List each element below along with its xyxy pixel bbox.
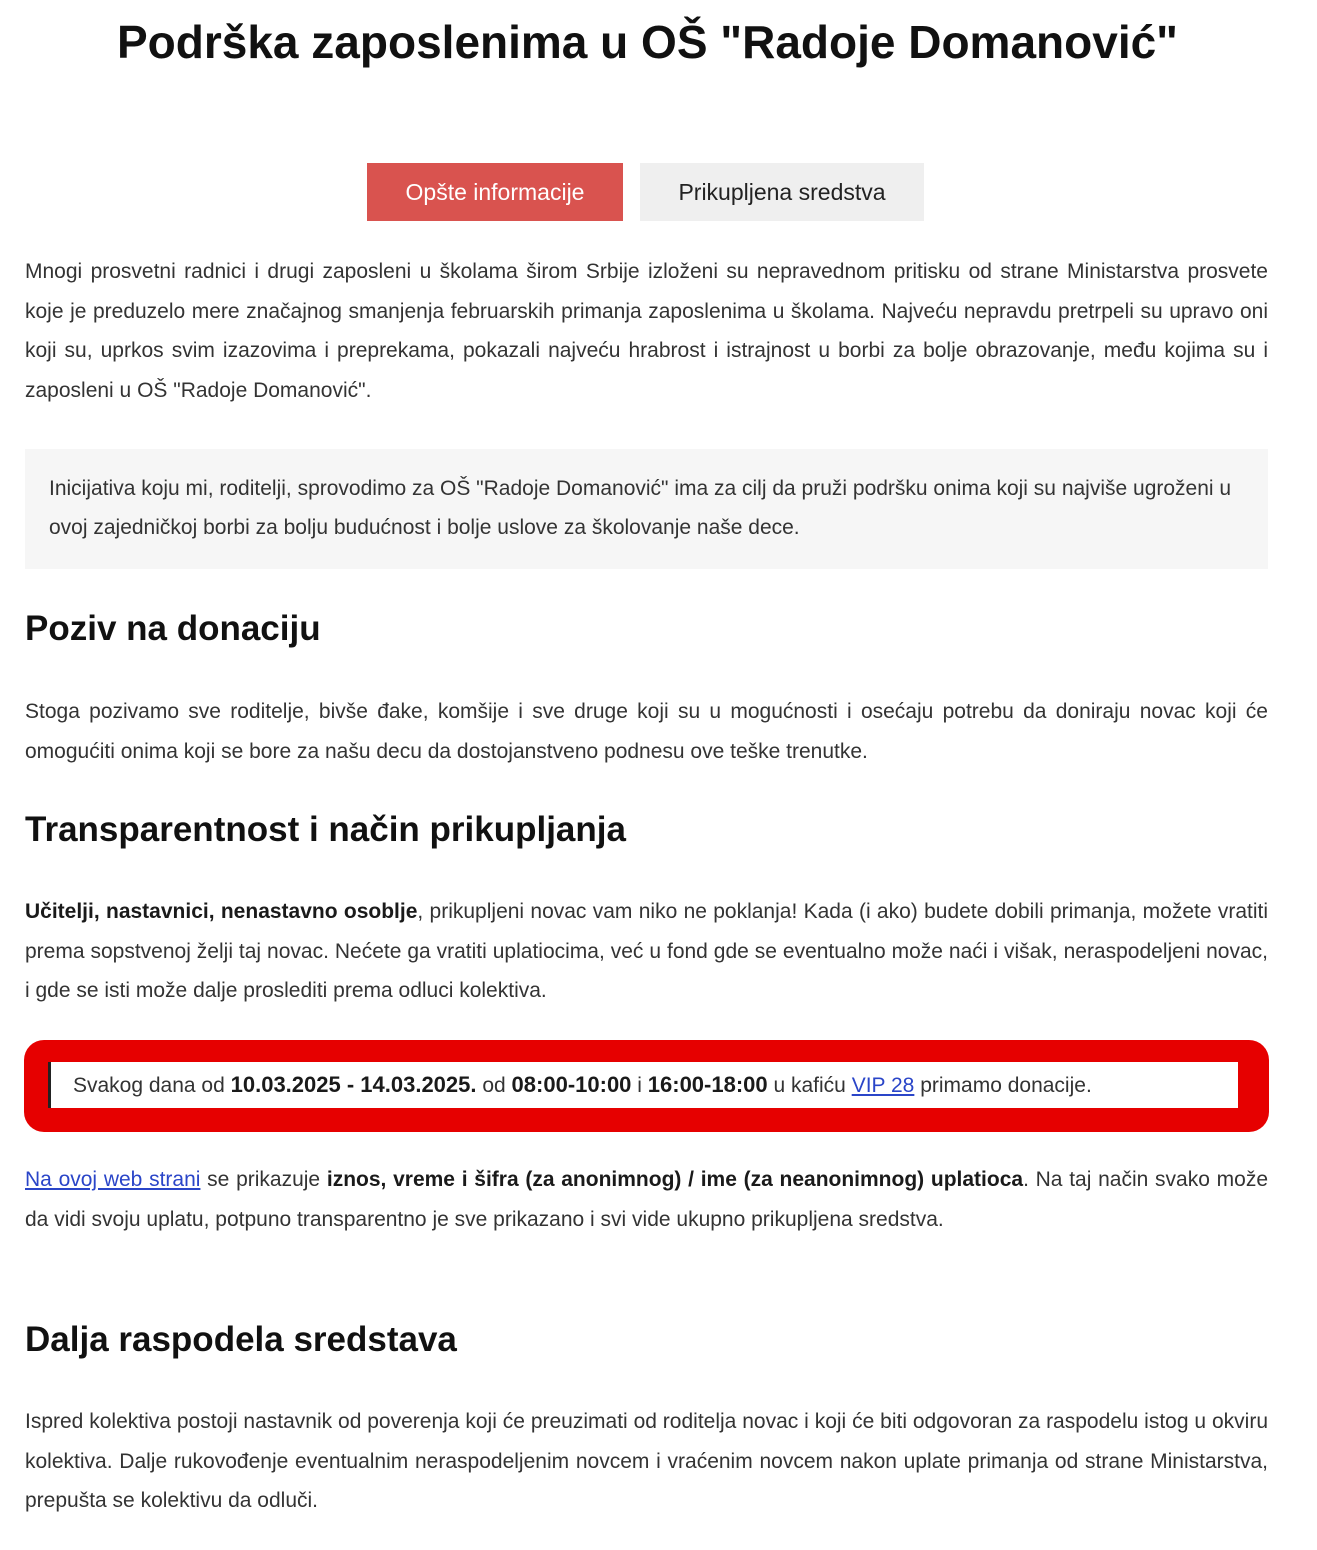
web-page-text: se prikazuje — [200, 1168, 327, 1191]
web-page-link[interactable]: Na ovoj web strani — [25, 1168, 201, 1191]
tab-general-info[interactable]: Opšte informacije — [367, 163, 623, 221]
tab-bar — [367, 163, 924, 221]
schedule-hours-afternoon: 16:00-18:00 — [647, 1072, 768, 1097]
schedule-highlight — [24, 1040, 1269, 1132]
schedule-box — [48, 1062, 1238, 1108]
schedule-text-part: primamo donacije. — [914, 1074, 1092, 1097]
schedule-hours-morning: 08:00-10:00 — [511, 1072, 632, 1097]
web-page-paragraph — [25, 1160, 1268, 1239]
transparency-heading: Transparentnost i način prikupljanja — [25, 810, 626, 849]
transparency-text: , prikupljeni novac vam niko ne poklanja! Kada (i ako) budete dobili primanja, možete vratiti prema sopstvenoj želji taj novac. Nećete ga vratiti uplatiocima, već u fond gde se eventualno može naći i višak, neraspodeljeni novac, i gde se isti može dalje proslediti prema odluci kolektiva. — [25, 900, 1269, 1002]
displayed-info-bold: iznos, vreme i šifra (za anonimnog) / ime (za neanonimnog) uplatioca — [326, 1168, 1024, 1191]
donation-paragraph: Stoga pozivamo sve roditelje, bivše đake, komšije i sve druge koji su u mogućnosti i osećaju potrebu da doniraju novac koji će omogućiti onima koji se bore za našu decu da dostojanstveno podnesu ove teške trenutke. — [25, 700, 1268, 763]
schedule-text-part: Svakog dana od — [73, 1074, 231, 1097]
schedule-text-part: od — [476, 1074, 512, 1097]
callout-text: Inicijativa koju mi, roditelji, sprovodimo za OŠ "Radoje Domanović" ima za cilj da pruži podršku onima koji su najviše ugroženi u ovoj zajedničkoj borbi za bolju budućnost i bolje uslove za školovanje naše dece. — [49, 477, 1232, 539]
schedule-text-part: u kafiću — [767, 1074, 852, 1097]
initiative-callout — [25, 449, 1268, 569]
transparency-paragraph — [25, 892, 1268, 1011]
schedule-text-part: i — [631, 1074, 648, 1097]
cafe-link[interactable]: VIP 28 — [851, 1074, 915, 1097]
intro-paragraph: Mnogi prosvetni radnici i drugi zaposleni u školama širom Srbije izloženi su nepravednom pritisku od strane Ministarstva prosvete koje je preduzelo mere značajnog smanjenja februarskih primanja zaposlenima u školama. Najveću nepravdu pretrpeli su upravo oni koji su, uprkos svim izazovima i preprekama, pokazali najveću hrabrost i istrajnost u borbi za bolje obrazovanje, među kojima su i zaposleni u OŠ "Radoje Domanović". — [25, 260, 1268, 402]
tab-collected-funds[interactable]: Prikupljena sredstva — [640, 163, 924, 221]
schedule-text — [73, 1062, 1092, 1109]
distribution-paragraph: Ispred kolektiva postoji nastavnik od poverenja koji će preuzimati od roditelja novac i koji će biti odgovoran za raspodelu istog u okviru kolektiva. Dalje rukovođenje eventualnim neraspodeljenim novcem i vraćenim novcem nakon uplate primanja od strane Ministarstva, prepušta se kolektivu da odluči. — [25, 1410, 1268, 1512]
donation-heading: Poziv na donaciju — [25, 609, 321, 648]
distribution-heading: Dalja raspodela sredstava — [25, 1320, 457, 1359]
page-title: Podrška zaposlenima u OŠ "Radoje Domanović" — [116, 16, 1178, 68]
schedule-dates: 10.03.2025 - 14.03.2025. — [230, 1072, 477, 1097]
web-page-text: . Na taj način svako može da vidi svoju uplatu, potpuno transparentno je sve prikazano i svi vide ukupno prikupljena sredstva. — [25, 1168, 1268, 1231]
staff-bold-text: Učitelji, nastavnici, nenastavno osoblje — [25, 900, 418, 923]
